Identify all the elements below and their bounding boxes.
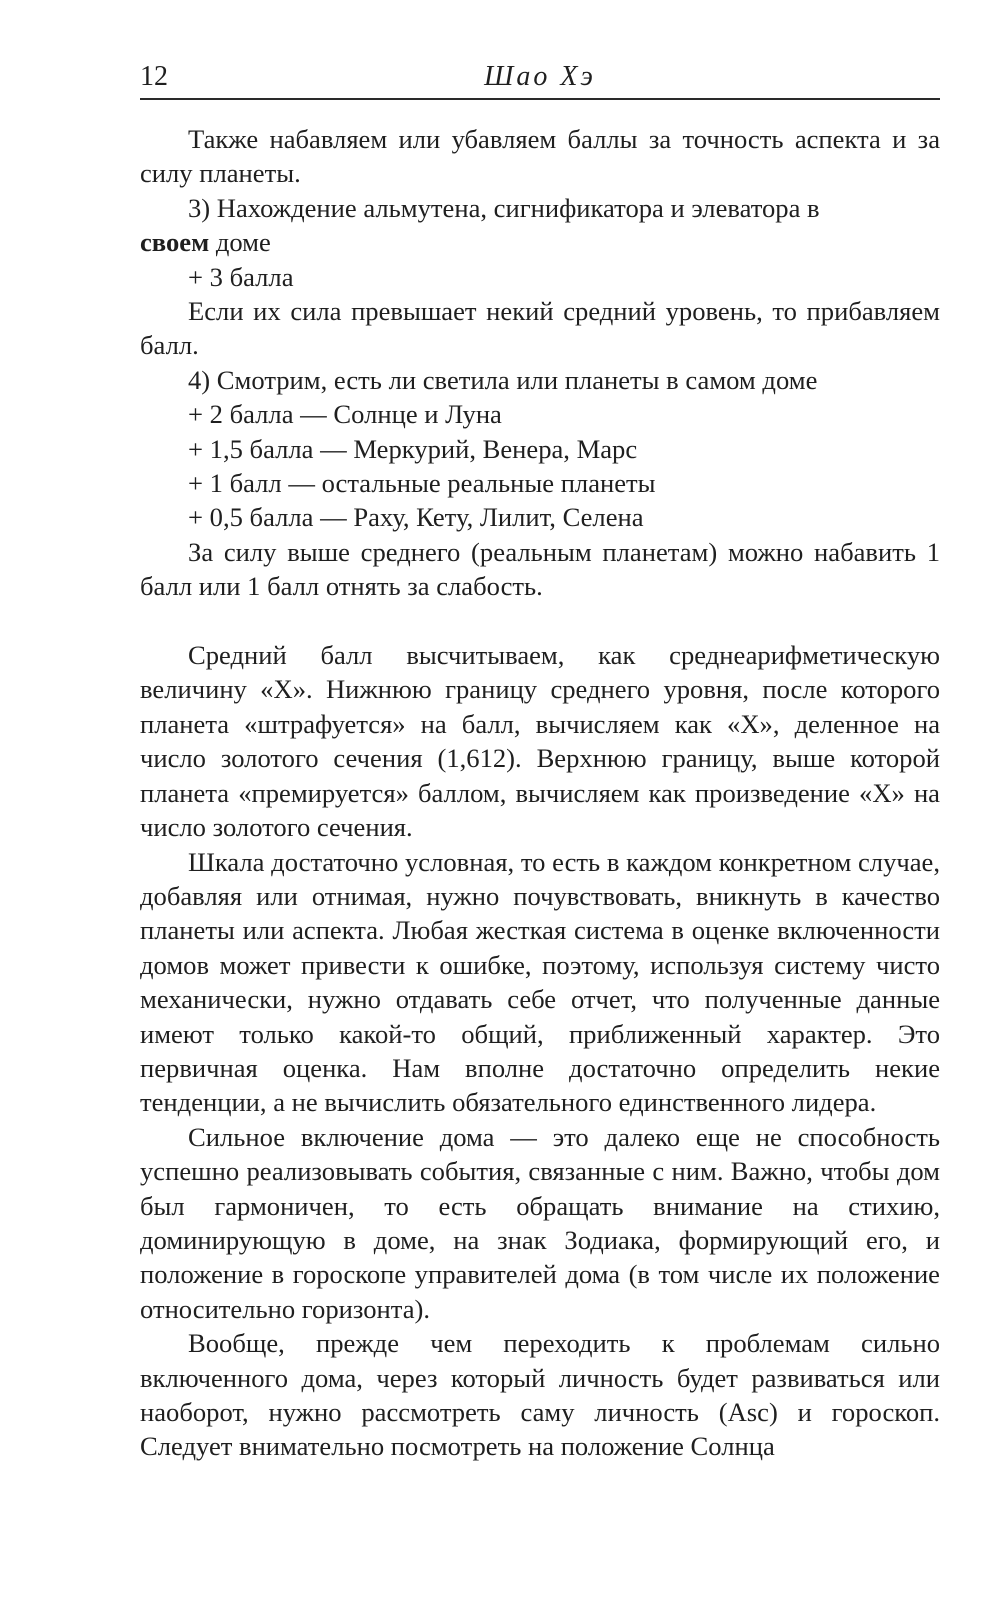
running-head: Шао Хэ xyxy=(484,61,596,92)
rule-3-bold-word: своем xyxy=(140,227,210,258)
rule-4-score-2: + 1,5 балла — Меркурий, Венера, Марс xyxy=(188,433,638,464)
page-number: 12 xyxy=(140,61,168,92)
paragraph-rule-4: 4) Смотрим, есть ли светила или планеты в самом доме xyxy=(188,364,818,395)
paragraph-strong-house: Сильное включение дома — это далеко еще не способность успешно реализовывать события, связанные с ним. Важно, чтобы дом был гармоничен, то есть обращать внимание на стихию, доминирующую в доме, на знак Зодиака, формирующий его, и положение в гороскопе управителей дома (в том числе их положение относительно горизонта). xyxy=(140,1121,940,1324)
paragraph-rule-3 xyxy=(140,191,940,260)
page-header xyxy=(140,58,940,100)
rule-3-lead: 3) Нахождение альмутена, сигнификатора и элеватора в xyxy=(188,192,820,223)
paragraph-strength-bonus: Если их сила превышает некий средний уровень, то прибавляем балл. xyxy=(140,296,940,361)
paragraph-aspect-accuracy: Также набавляем или убавляем баллы за точность аспекта и за силу планеты. xyxy=(140,124,940,189)
rule-4-score-4: + 0,5 балла — Раху, Кету, Лилит, Селена xyxy=(188,502,644,533)
rule-4-score-1: + 2 балла — Солнце и Луна xyxy=(188,399,502,430)
page-body xyxy=(140,122,940,1464)
paragraph-scale: Шкала достаточно условная, то есть в каждом конкретном случае, добавляя или отнимая, нужно почувствовать, вникнуть в качество планеты или аспекта. Любая жесткая система в оценке включенности домов может привести к ошибке, поэтому, используя систему чисто механически, нужно отдавать себе отчет, что полученные данные имеют только какой-то общий, приближенный характер. Это первичная оценка. Нам вполне достаточно определить некие тенденции, а не вычислить обязательного единственного лидера. xyxy=(140,846,940,1118)
rule-3-tail: доме xyxy=(209,227,271,258)
paragraph-personality: Вообще, прежде чем переходить к проблемам сильно включенного дома, через который личность будет развиваться или наоборот, нужно рассмотреть саму личность (Asc) и гороскоп. Следует внимательно посмотреть на положение Солнца xyxy=(140,1328,940,1462)
rule-4-score-3: + 1 балл — остальные реальные планеты xyxy=(188,468,656,499)
rule-3-score: + 3 балла xyxy=(188,261,294,292)
paragraph-average-score: Средний балл высчитываем, как среднеарифметическую величину «X». Нижнюю границу среднего уровня, после которого планета «штрафуется» на балл, вычисляем как «X», деленное на число золотого сечения (1,612). Верхнюю границу, выше которой планета «премируется» баллом, вычисляем как произведение «X» на число золотого сечения. xyxy=(140,640,940,843)
paragraph-strength-adjust: За силу выше среднего (реальным планетам) можно набавить 1 балл или 1 балл отнять за слабость. xyxy=(140,536,940,602)
book-page xyxy=(140,58,940,1464)
